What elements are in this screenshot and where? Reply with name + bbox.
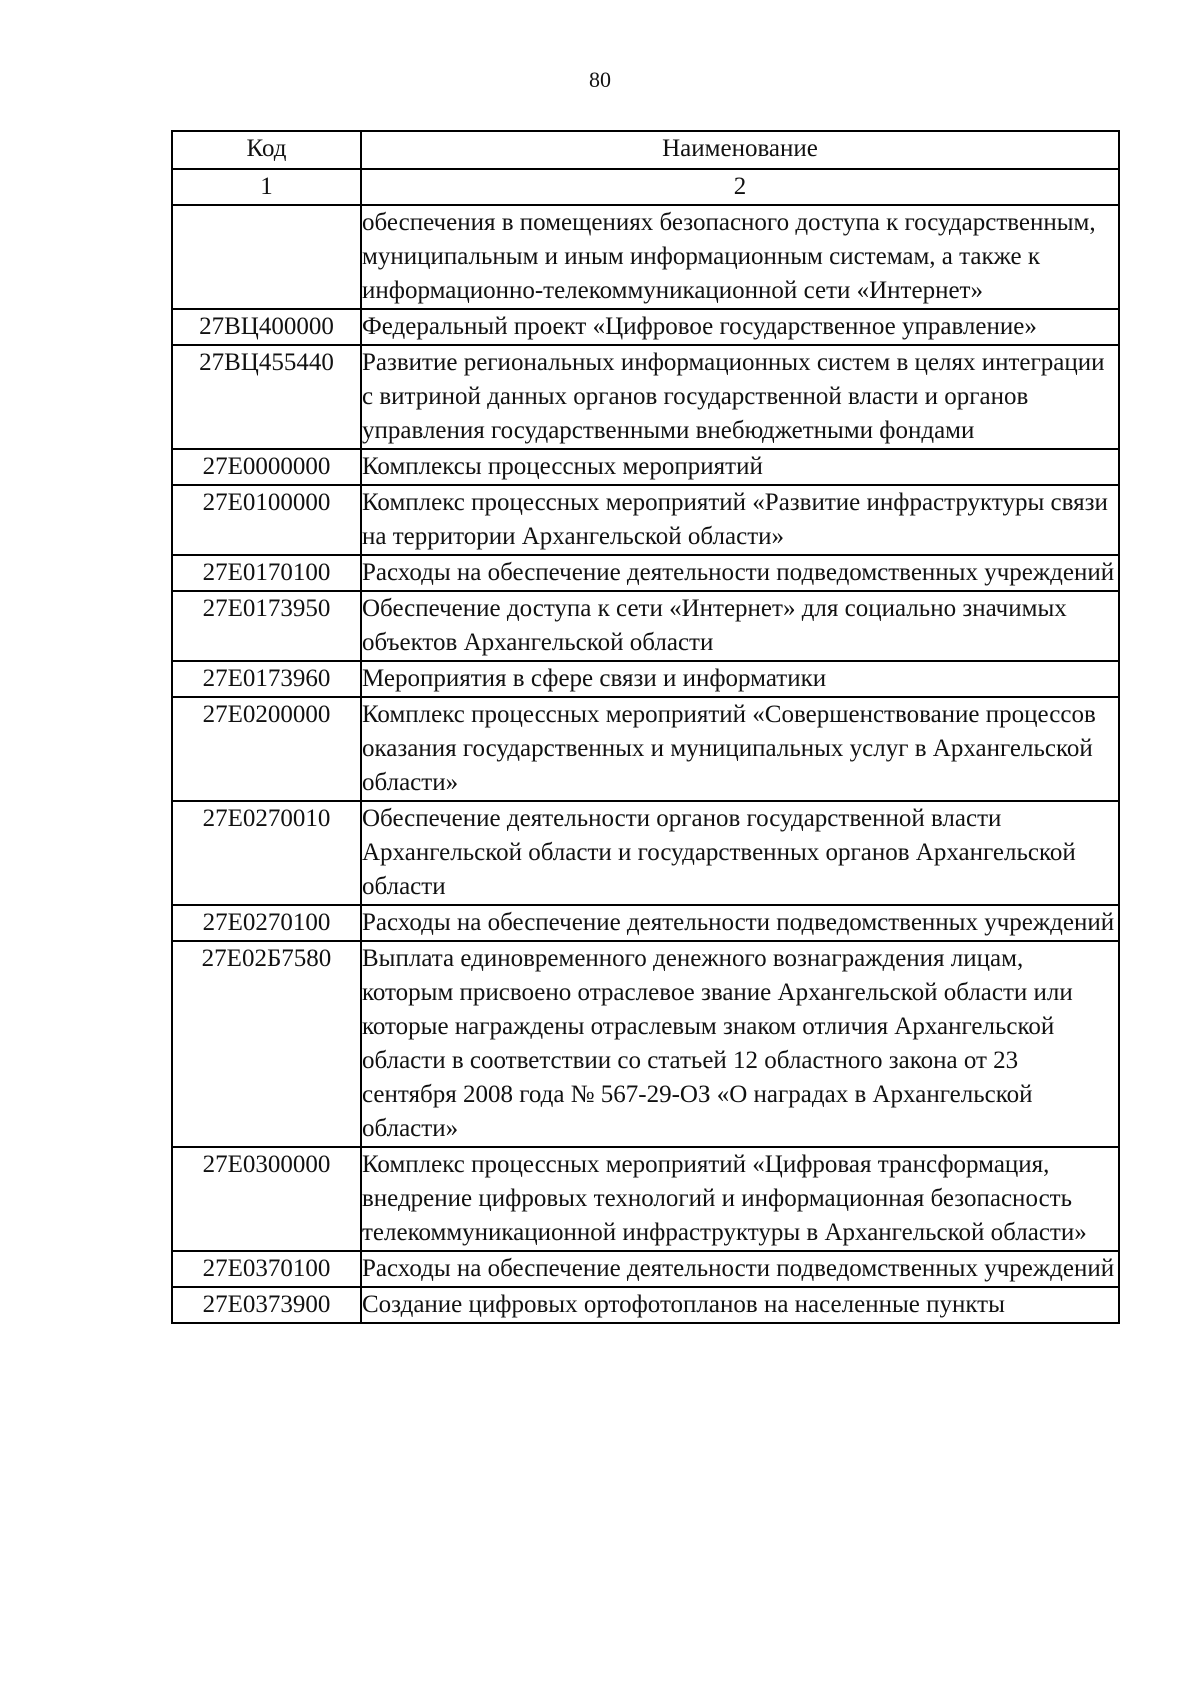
- table-row: [172, 555, 1119, 591]
- row-name: Расходы на обеспечение деятельности подведомственных учреждений: [361, 1251, 1119, 1287]
- row-name: Федеральный проект «Цифровое государственное управление»: [361, 309, 1119, 345]
- row-name: Комплексы процессных мероприятий: [361, 449, 1119, 485]
- row-code: 27Е0000000: [172, 449, 361, 485]
- column-number-name: 2: [361, 169, 1119, 205]
- row-code: 27Е0300000: [172, 1147, 361, 1251]
- row-name: Расходы на обеспечение деятельности подведомственных учреждений: [361, 555, 1119, 591]
- row-name: Выплата единовременного денежного вознаграждения лицам, которым присвоено отраслевое звание Архангельской области или которые награждены отраслевым знаком отличия Архангельской области в соответствии со статьей 12 областного закона от 23 сентября 2008 года № 567-29-ОЗ «О наградах в Архангельской области»: [361, 941, 1119, 1147]
- row-code: 27ВЦ455440: [172, 345, 361, 449]
- row-name: Расходы на обеспечение деятельности подведомственных учреждений: [361, 905, 1119, 941]
- table-row: [172, 801, 1119, 905]
- row-name: Комплекс процессных мероприятий «Цифровая трансформация, внедрение цифровых технологий и информационная безопасность телекоммуникационной инфраструктуры в Архангельской области»: [361, 1147, 1119, 1251]
- column-number-row: [172, 169, 1119, 205]
- row-code: 27Е0200000: [172, 697, 361, 801]
- row-code: 27Е0373900: [172, 1287, 361, 1323]
- row-code: 27Е0270010: [172, 801, 361, 905]
- row-name: Обеспечение доступа к сети «Интернет» для социально значимых объектов Архангельской области: [361, 591, 1119, 661]
- row-code: [172, 205, 361, 309]
- row-code: 27Е0173960: [172, 661, 361, 697]
- table-row: [172, 1147, 1119, 1251]
- row-code: 27ВЦ400000: [172, 309, 361, 345]
- row-name: Комплекс процессных мероприятий «Совершенствование процессов оказания государственных и муниципальных услуг в Архангельской области»: [361, 697, 1119, 801]
- row-code: 27Е0173950: [172, 591, 361, 661]
- table-row: [172, 309, 1119, 345]
- table-row: [172, 205, 1119, 309]
- row-name: Создание цифровых ортофотопланов на населенные пункты: [361, 1287, 1119, 1323]
- page-number: 80: [589, 67, 611, 92]
- row-name: Мероприятия в сфере связи и информатики: [361, 661, 1119, 697]
- table-row: [172, 485, 1119, 555]
- table-row: [172, 661, 1119, 697]
- row-code: 27Е0170100: [172, 555, 361, 591]
- row-name: обеспечения в помещениях безопасного доступа к государственным, муниципальным и иным информационным системам, а также к информационно-телекоммуникационной сети «Интернет»: [361, 205, 1119, 309]
- header-code: Код: [172, 131, 361, 169]
- table-row: [172, 345, 1119, 449]
- table-row: [172, 941, 1119, 1147]
- table-header-row: [172, 131, 1119, 169]
- row-code: 27Е0270100: [172, 905, 361, 941]
- table-row: [172, 449, 1119, 485]
- budget-codes-table: [171, 130, 1120, 1324]
- row-code: 27Е02Б7580: [172, 941, 361, 1147]
- row-name: Развитие региональных информационных систем в целях интеграции с витриной данных органов государственной власти и органов управления государственными внебюджетными фондами: [361, 345, 1119, 449]
- table-row: [172, 1251, 1119, 1287]
- row-code: 27Е0100000: [172, 485, 361, 555]
- row-code: 27Е0370100: [172, 1251, 361, 1287]
- row-name: Комплекс процессных мероприятий «Развитие инфраструктуры связи на территории Архангельской области»: [361, 485, 1119, 555]
- row-name: Обеспечение деятельности органов государственной власти Архангельской области и государственных органов Архангельской области: [361, 801, 1119, 905]
- table-row: [172, 697, 1119, 801]
- header-name: Наименование: [361, 131, 1119, 169]
- table-row: [172, 591, 1119, 661]
- table-row: [172, 905, 1119, 941]
- column-number-code: 1: [172, 169, 361, 205]
- table-row: [172, 1287, 1119, 1323]
